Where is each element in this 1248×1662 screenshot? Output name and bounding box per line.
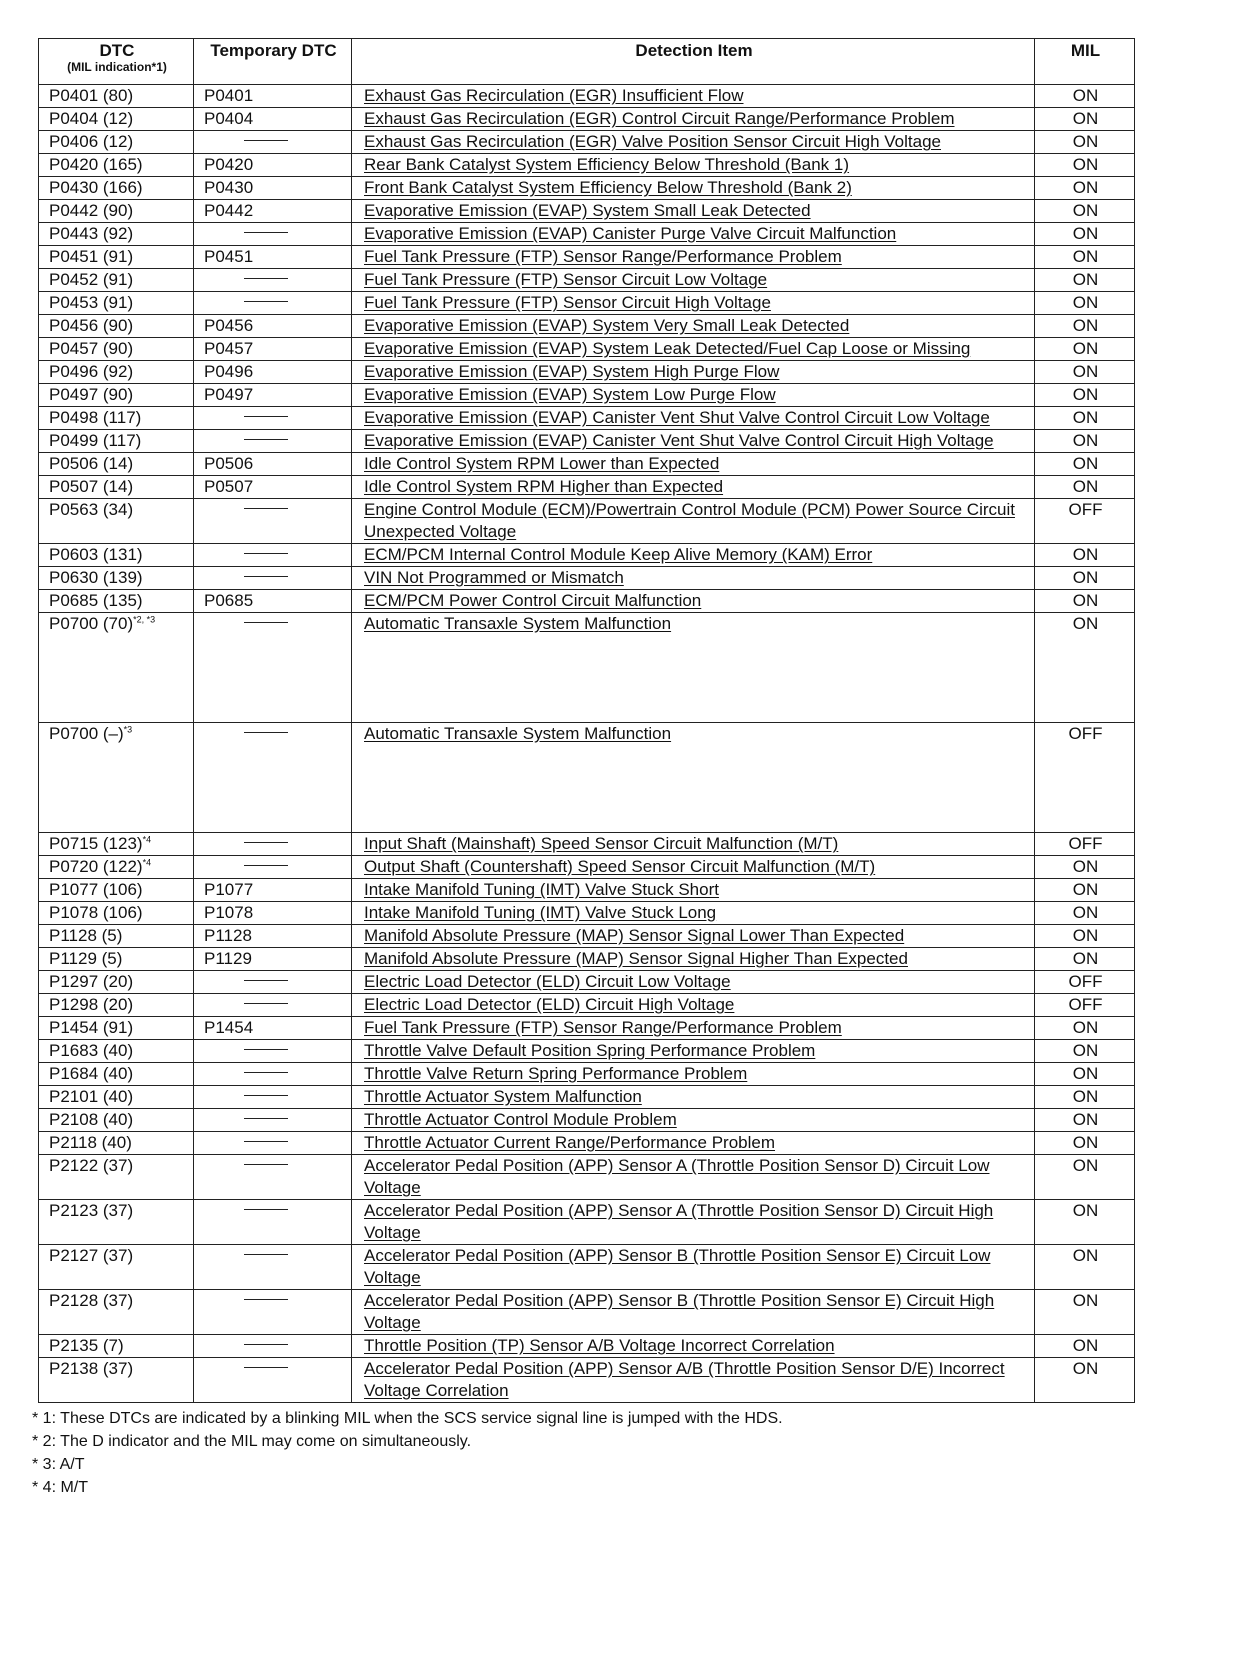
- table-row: [39, 833, 1135, 856]
- table-row: [39, 925, 1135, 948]
- table-row: [39, 1017, 1135, 1040]
- dtc-code: P1078 (106): [39, 902, 194, 925]
- mil-status: ON: [1035, 361, 1135, 384]
- mil-status: ON: [1035, 269, 1135, 292]
- detection-item: Evaporative Emission (EVAP) System Very Small Leak Detected: [352, 315, 1035, 338]
- table-row: [39, 1358, 1135, 1403]
- dash-placeholder: [244, 140, 288, 141]
- temporary-dtc: [194, 994, 352, 1017]
- mil-status: ON: [1035, 948, 1135, 971]
- detection-item: Exhaust Gas Recirculation (EGR) Insufficient Flow: [352, 85, 1035, 108]
- mil-status: OFF: [1035, 499, 1135, 544]
- table-row: [39, 154, 1135, 177]
- table-row: [39, 971, 1135, 994]
- mil-status: ON: [1035, 613, 1135, 723]
- temporary-dtc: [194, 544, 352, 567]
- temporary-dtc: [194, 292, 352, 315]
- mil-status: ON: [1035, 430, 1135, 453]
- temporary-dtc: [194, 223, 352, 246]
- dash-placeholder: [244, 980, 288, 981]
- dtc-code: P0720 $(122)^{*4}$: [39, 856, 194, 879]
- temporary-dtc: [194, 1155, 352, 1200]
- table-row: [39, 430, 1135, 453]
- temporary-dtc: P0451: [194, 246, 352, 269]
- table-row: [39, 131, 1135, 154]
- mil-status: ON: [1035, 1017, 1135, 1040]
- table-row: [39, 1155, 1135, 1200]
- mil-status: ON: [1035, 223, 1135, 246]
- table-row: [39, 453, 1135, 476]
- table-row: [39, 177, 1135, 200]
- temporary-dtc: P0456: [194, 315, 352, 338]
- dtc-code: P0404 (12): [39, 108, 194, 131]
- detection-item: Accelerator Pedal Position (APP) Sensor A (Throttle Position Sensor D) Circuit Low Voltage: [352, 1155, 1035, 1200]
- dtc-code: P2108 (40): [39, 1109, 194, 1132]
- table-row: [39, 476, 1135, 499]
- dtc-code: P0401 (80): [39, 85, 194, 108]
- dash-placeholder: [244, 1072, 288, 1073]
- temporary-dtc: [194, 1358, 352, 1403]
- temporary-dtc: P0404: [194, 108, 352, 131]
- mil-status: ON: [1035, 1245, 1135, 1290]
- dtc-code: P2127 (37): [39, 1245, 194, 1290]
- table-row: [39, 994, 1135, 1017]
- mil-status: ON: [1035, 131, 1135, 154]
- mil-status: ON: [1035, 246, 1135, 269]
- detection-item: Manifold Absolute Pressure (MAP) Sensor Signal Lower Than Expected: [352, 925, 1035, 948]
- temporary-dtc: P0506: [194, 453, 352, 476]
- dtc-footnote-ref: *4: [142, 834, 152, 845]
- detection-item: Fuel Tank Pressure (FTP) Sensor Circuit High Voltage: [352, 292, 1035, 315]
- table-row: [39, 223, 1135, 246]
- dtc-document: [32, 38, 1134, 1499]
- detection-item: Accelerator Pedal Position (APP) Sensor B (Throttle Position Sensor E) Circuit Low Voltage: [352, 1245, 1035, 1290]
- detection-item: Automatic Transaxle System Malfunction: [352, 723, 1035, 833]
- detection-item: Idle Control System RPM Lower than Expected: [352, 453, 1035, 476]
- table-row: [39, 1040, 1135, 1063]
- temporary-dtc: P0420: [194, 154, 352, 177]
- dtc-code: P0506 (14): [39, 453, 194, 476]
- footnote: * 4: M/T: [32, 1479, 89, 1496]
- dash-placeholder: [244, 416, 288, 417]
- dtc-code: P1684 (40): [39, 1063, 194, 1086]
- table-row: [39, 1132, 1135, 1155]
- dtc-code: P0420 (165): [39, 154, 194, 177]
- temporary-dtc: [194, 613, 352, 723]
- temporary-dtc: [194, 430, 352, 453]
- mil-status: OFF: [1035, 971, 1135, 994]
- table-row: [39, 1245, 1135, 1290]
- detection-item: ECM/PCM Power Control Circuit Malfunction: [352, 590, 1035, 613]
- table-row: [39, 1086, 1135, 1109]
- mil-status: ON: [1035, 1086, 1135, 1109]
- dtc-code: P1454 (91): [39, 1017, 194, 1040]
- dash-placeholder: [244, 576, 288, 577]
- temporary-dtc: P0457: [194, 338, 352, 361]
- temporary-dtc: [194, 407, 352, 430]
- mil-status: OFF: [1035, 723, 1135, 833]
- detection-item: Electric Load Detector (ELD) Circuit High Voltage: [352, 994, 1035, 1017]
- temporary-dtc: [194, 499, 352, 544]
- dtc-code: P0430 (166): [39, 177, 194, 200]
- temporary-dtc: [194, 1040, 352, 1063]
- dtc-code: P0563 (34): [39, 499, 194, 544]
- table-row: [39, 85, 1135, 108]
- dtc-code: P0457 (90): [39, 338, 194, 361]
- mil-status: ON: [1035, 338, 1135, 361]
- dash-placeholder: [244, 232, 288, 233]
- mil-status: ON: [1035, 154, 1135, 177]
- detection-item: Input Shaft (Mainshaft) Speed Sensor Circuit Malfunction (M/T): [352, 833, 1035, 856]
- dtc-code: P0443 (92): [39, 223, 194, 246]
- footnotes: [32, 1407, 1134, 1499]
- temporary-dtc: P1077: [194, 879, 352, 902]
- temporary-dtc: P0401: [194, 85, 352, 108]
- table-row: [39, 856, 1135, 879]
- header-mil: MIL: [1035, 39, 1135, 85]
- dash-placeholder: [244, 1254, 288, 1255]
- header-temporary-dtc: Temporary DTC: [194, 39, 352, 85]
- mil-status: ON: [1035, 1358, 1135, 1403]
- detection-item: Exhaust Gas Recirculation (EGR) Valve Position Sensor Circuit High Voltage: [352, 131, 1035, 154]
- detection-item: Evaporative Emission (EVAP) System Small Leak Detected: [352, 200, 1035, 223]
- dash-placeholder: [244, 1003, 288, 1004]
- temporary-dtc: [194, 723, 352, 833]
- dtc-code: P0700 $(70)^{*2, *3}$: [39, 613, 194, 723]
- table-row: [39, 544, 1135, 567]
- dtc-code: P0442 (90): [39, 200, 194, 223]
- dtc-code: P0456 (90): [39, 315, 194, 338]
- dash-placeholder: [244, 301, 288, 302]
- table-row: [39, 269, 1135, 292]
- temporary-dtc: [194, 1132, 352, 1155]
- detection-item: Idle Control System RPM Higher than Expected: [352, 476, 1035, 499]
- detection-item: Manifold Absolute Pressure (MAP) Sensor Signal Higher Than Expected: [352, 948, 1035, 971]
- dtc-code: P1128 (5): [39, 925, 194, 948]
- detection-item: Throttle Actuator System Malfunction: [352, 1086, 1035, 1109]
- table-row: [39, 902, 1135, 925]
- detection-item: Evaporative Emission (EVAP) System High Purge Flow: [352, 361, 1035, 384]
- dtc-code: P2118 (40): [39, 1132, 194, 1155]
- dtc-code: P0603 (131): [39, 544, 194, 567]
- temporary-dtc: P0496: [194, 361, 352, 384]
- table-body: [39, 85, 1135, 1403]
- dash-placeholder: [244, 439, 288, 440]
- dash-placeholder: [244, 732, 288, 733]
- detection-item: VIN Not Programmed or Mismatch: [352, 567, 1035, 590]
- table-row: [39, 1335, 1135, 1358]
- detection-item: Evaporative Emission (EVAP) Canister Vent Shut Valve Control Circuit High Voltage: [352, 430, 1035, 453]
- detection-item: ECM/PCM Internal Control Module Keep Alive Memory (KAM) Error: [352, 544, 1035, 567]
- temporary-dtc: P1128: [194, 925, 352, 948]
- temporary-dtc: P0507: [194, 476, 352, 499]
- dtc-code: P0498 (117): [39, 407, 194, 430]
- dtc-code: P0630 (139): [39, 567, 194, 590]
- detection-item: Intake Manifold Tuning (IMT) Valve Stuck Short: [352, 879, 1035, 902]
- dash-placeholder: [244, 865, 288, 866]
- header-detection-item: Detection Item: [352, 39, 1035, 85]
- table-row: [39, 1290, 1135, 1335]
- table-row: [39, 246, 1135, 269]
- temporary-dtc: P1454: [194, 1017, 352, 1040]
- table-row: [39, 292, 1135, 315]
- mil-status: ON: [1035, 1290, 1135, 1335]
- detection-item: Evaporative Emission (EVAP) Canister Vent Shut Valve Control Circuit Low Voltage: [352, 407, 1035, 430]
- dtc-code: P1683 (40): [39, 1040, 194, 1063]
- temporary-dtc: [194, 1200, 352, 1245]
- mil-status: ON: [1035, 200, 1135, 223]
- detection-item: Front Bank Catalyst System Efficiency Below Threshold (Bank 2): [352, 177, 1035, 200]
- dtc-code: P2138 (37): [39, 1358, 194, 1403]
- detection-item: Exhaust Gas Recirculation (EGR) Control Circuit Range/Performance Problem: [352, 108, 1035, 131]
- dtc-code: P1297 (20): [39, 971, 194, 994]
- dtc-table: [38, 38, 1135, 1403]
- dash-placeholder: [244, 622, 288, 623]
- table-row: [39, 948, 1135, 971]
- temporary-dtc: P1129: [194, 948, 352, 971]
- table-row: [39, 723, 1135, 833]
- dash-placeholder: [244, 278, 288, 279]
- table-row: [39, 384, 1135, 407]
- mil-status: ON: [1035, 590, 1135, 613]
- dash-placeholder: [244, 508, 288, 509]
- dash-placeholder: [244, 1344, 288, 1345]
- mil-status: ON: [1035, 108, 1135, 131]
- detection-item: Throttle Actuator Current Range/Performance Problem: [352, 1132, 1035, 1155]
- dash-placeholder: [244, 1164, 288, 1165]
- dtc-code: P2123 (37): [39, 1200, 194, 1245]
- table-row: [39, 1063, 1135, 1086]
- temporary-dtc: [194, 1063, 352, 1086]
- temporary-dtc: [194, 1335, 352, 1358]
- detection-item: Fuel Tank Pressure (FTP) Sensor Range/Performance Problem: [352, 246, 1035, 269]
- dtc-code: P0406 (12): [39, 131, 194, 154]
- detection-item: Evaporative Emission (EVAP) Canister Purge Valve Circuit Malfunction: [352, 223, 1035, 246]
- temporary-dtc: P0430: [194, 177, 352, 200]
- mil-status: ON: [1035, 1063, 1135, 1086]
- detection-item: Evaporative Emission (EVAP) System Leak Detected/Fuel Cap Loose or Missing: [352, 338, 1035, 361]
- temporary-dtc: [194, 856, 352, 879]
- mil-status: ON: [1035, 902, 1135, 925]
- dtc-footnote-ref: *2, *3: [133, 614, 156, 625]
- table-row: [39, 361, 1135, 384]
- dash-placeholder: [244, 1141, 288, 1142]
- table-row: [39, 879, 1135, 902]
- mil-status: OFF: [1035, 833, 1135, 856]
- detection-item: Accelerator Pedal Position (APP) Sensor B (Throttle Position Sensor E) Circuit High Voltage: [352, 1290, 1035, 1335]
- table-row: [39, 499, 1135, 544]
- dtc-code: P1129 (5): [39, 948, 194, 971]
- table-row: [39, 315, 1135, 338]
- table-row: [39, 1200, 1135, 1245]
- footnote: * 3: A/T: [32, 1456, 85, 1473]
- detection-item: Fuel Tank Pressure (FTP) Sensor Circuit Low Voltage: [352, 269, 1035, 292]
- dtc-code: P1077 (106): [39, 879, 194, 902]
- table-row: [39, 590, 1135, 613]
- temporary-dtc: [194, 833, 352, 856]
- detection-item: Throttle Actuator Control Module Problem: [352, 1109, 1035, 1132]
- mil-status: ON: [1035, 315, 1135, 338]
- mil-status: ON: [1035, 1335, 1135, 1358]
- dtc-code: P0499 (117): [39, 430, 194, 453]
- mil-status: ON: [1035, 1132, 1135, 1155]
- mil-status: ON: [1035, 85, 1135, 108]
- dash-placeholder: [244, 1299, 288, 1300]
- temporary-dtc: P1078: [194, 902, 352, 925]
- temporary-dtc: P0497: [194, 384, 352, 407]
- temporary-dtc: [194, 567, 352, 590]
- dtc-code: P0452 (91): [39, 269, 194, 292]
- mil-status: ON: [1035, 1200, 1135, 1245]
- dtc-code: P2128 (37): [39, 1290, 194, 1335]
- dtc-code: P0715 $(123)^{*4}$: [39, 833, 194, 856]
- dtc-code: P0453 (91): [39, 292, 194, 315]
- header-dtc: DTC (MIL indication*1): [39, 39, 194, 85]
- table-row: [39, 1109, 1135, 1132]
- temporary-dtc: [194, 1245, 352, 1290]
- mil-status: ON: [1035, 1109, 1135, 1132]
- detection-item: Intake Manifold Tuning (IMT) Valve Stuck Long: [352, 902, 1035, 925]
- detection-item: Accelerator Pedal Position (APP) Sensor A (Throttle Position Sensor D) Circuit High Voltage: [352, 1200, 1035, 1245]
- detection-item: Throttle Position (TP) Sensor A/B Voltage Incorrect Correlation: [352, 1335, 1035, 1358]
- dtc-code: P0451 (91): [39, 246, 194, 269]
- table-row: [39, 338, 1135, 361]
- table-row: [39, 108, 1135, 131]
- dtc-code: P0700 $(-)^{*3}$: [39, 723, 194, 833]
- temporary-dtc: [194, 131, 352, 154]
- detection-item: Automatic Transaxle System Malfunction: [352, 613, 1035, 723]
- header-dtc-sub: (MIL indication*1): [67, 60, 167, 74]
- temporary-dtc: P0442: [194, 200, 352, 223]
- mil-status: ON: [1035, 384, 1135, 407]
- footnote: * 2: The D indicator and the MIL may come on simultaneously.: [32, 1433, 472, 1450]
- dash-placeholder: [244, 553, 288, 554]
- mil-status: ON: [1035, 856, 1135, 879]
- dtc-code: P0507 (14): [39, 476, 194, 499]
- detection-item: Evaporative Emission (EVAP) System Low Purge Flow: [352, 384, 1035, 407]
- mil-status: ON: [1035, 544, 1135, 567]
- detection-item: Electric Load Detector (ELD) Circuit Low Voltage: [352, 971, 1035, 994]
- dtc-footnote-ref: *3: [123, 724, 133, 735]
- dash-placeholder: [244, 1367, 288, 1368]
- dtc-footnote-ref: *4: [142, 857, 152, 868]
- temporary-dtc: [194, 971, 352, 994]
- detection-item: Throttle Valve Return Spring Performance Problem: [352, 1063, 1035, 1086]
- dtc-code: P1298 (20): [39, 994, 194, 1017]
- table-header-row: [39, 39, 1135, 85]
- temporary-dtc: [194, 269, 352, 292]
- mil-status: ON: [1035, 407, 1135, 430]
- dash-placeholder: [244, 842, 288, 843]
- dtc-code: P2101 (40): [39, 1086, 194, 1109]
- mil-status: ON: [1035, 567, 1135, 590]
- table-row: [39, 613, 1135, 723]
- temporary-dtc: [194, 1086, 352, 1109]
- dtc-code: P2122 (37): [39, 1155, 194, 1200]
- mil-status: ON: [1035, 476, 1135, 499]
- dtc-code: P0497 (90): [39, 384, 194, 407]
- mil-status: ON: [1035, 1155, 1135, 1200]
- table-row: [39, 200, 1135, 223]
- footnote: * 1: These DTCs are indicated by a blinking MIL when the SCS service signal line is jumped with the HDS.: [32, 1410, 783, 1427]
- mil-status: ON: [1035, 453, 1135, 476]
- detection-item: Engine Control Module (ECM)/Powertrain Control Module (PCM) Power Source Circuit Unexpected Voltage: [352, 499, 1035, 544]
- dtc-code: P0496 (92): [39, 361, 194, 384]
- dash-placeholder: [244, 1095, 288, 1096]
- mil-status: ON: [1035, 177, 1135, 200]
- detection-item: Rear Bank Catalyst System Efficiency Below Threshold (Bank 1): [352, 154, 1035, 177]
- dtc-code: P0685 (135): [39, 590, 194, 613]
- mil-status: ON: [1035, 1040, 1135, 1063]
- mil-status: ON: [1035, 879, 1135, 902]
- detection-item: Fuel Tank Pressure (FTP) Sensor Range/Performance Problem: [352, 1017, 1035, 1040]
- dash-placeholder: [244, 1118, 288, 1119]
- dtc-code: P2135 (7): [39, 1335, 194, 1358]
- table-row: [39, 407, 1135, 430]
- table-row: [39, 567, 1135, 590]
- detection-item: Accelerator Pedal Position (APP) Sensor A/B (Throttle Position Sensor D/E) Incorrect Voltage Correlation: [352, 1358, 1035, 1403]
- temporary-dtc: P0685: [194, 590, 352, 613]
- dash-placeholder: [244, 1049, 288, 1050]
- mil-status: ON: [1035, 292, 1135, 315]
- dash-placeholder: [244, 1209, 288, 1210]
- detection-item: Output Shaft (Countershaft) Speed Sensor Circuit Malfunction (M/T): [352, 856, 1035, 879]
- detection-item: Throttle Valve Default Position Spring Performance Problem: [352, 1040, 1035, 1063]
- temporary-dtc: [194, 1109, 352, 1132]
- mil-status: ON: [1035, 925, 1135, 948]
- mil-status: OFF: [1035, 994, 1135, 1017]
- temporary-dtc: [194, 1290, 352, 1335]
